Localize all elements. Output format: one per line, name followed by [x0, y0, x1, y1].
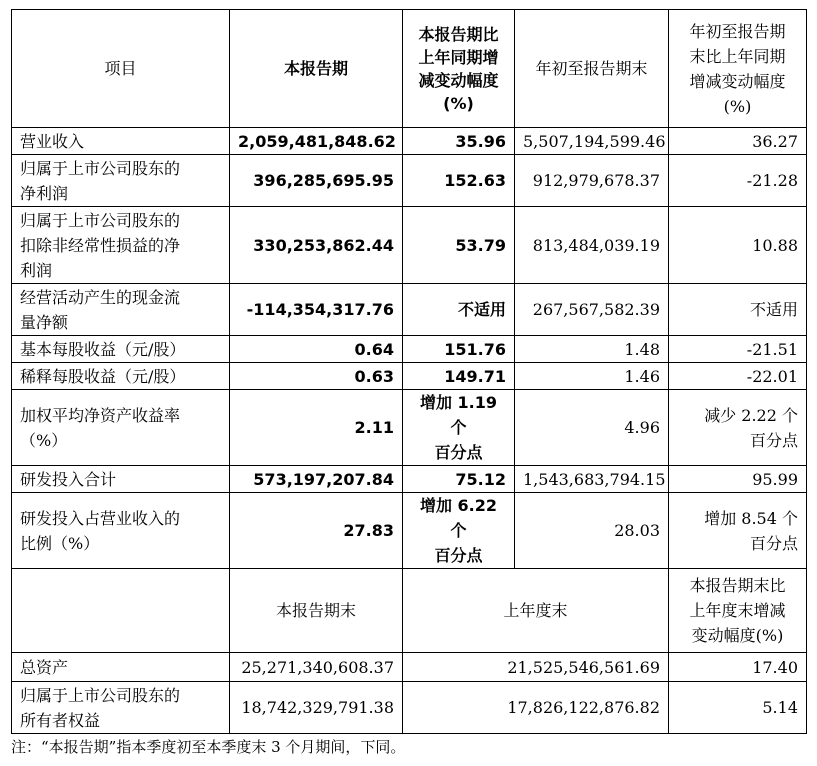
row-label-line: 净利润 [20, 183, 69, 203]
current-change-value [403, 493, 515, 569]
row-label-line: 比例（%） [20, 533, 100, 553]
ytd-change-value-line: 减少 2.22 个 [704, 405, 798, 425]
ytd-value [515, 390, 669, 466]
current-change-value [403, 128, 515, 155]
balance-change-value [669, 682, 807, 734]
row-label [12, 336, 230, 363]
ytd-value [515, 466, 669, 493]
header2-change [669, 569, 807, 653]
current-change-value-line: 不适用 [457, 300, 506, 319]
table-body [12, 10, 807, 734]
row-label [12, 155, 230, 207]
header-ytd-change [669, 10, 807, 128]
table-row [12, 128, 807, 155]
row-label-line: 归属于上市公司股东的 [20, 158, 181, 178]
ytd-change-value-line: 36.27 [752, 131, 798, 151]
current-period-value-line: 27.83 [343, 521, 394, 540]
ytd-change-value-line: 增加 8.54 个 [704, 508, 798, 528]
row-label [12, 682, 230, 734]
row-label-line: 经营活动产生的现金流 [20, 287, 181, 307]
prior-year-end-value-line: 21,525,546,561.69 [507, 657, 660, 677]
current-period-value [230, 207, 403, 284]
row-label [12, 653, 230, 682]
current-change-value [403, 155, 515, 207]
ytd-change-value [669, 128, 807, 155]
ytd-change-value-line: 10.88 [752, 235, 798, 255]
header2-prior-year-end-line: 上年度末 [503, 601, 568, 620]
ytd-change-value-line: -22.01 [746, 366, 798, 386]
ytd-value-line: 28.03 [614, 521, 660, 540]
current-change-value-line: 151.76 [444, 339, 506, 359]
financial-data-table [11, 9, 807, 734]
header-ytd-change-line: (%) [723, 96, 752, 116]
header-current-change-line: 本报告期比 [418, 24, 499, 44]
row-label-line: 量净额 [20, 312, 69, 332]
table-row [12, 653, 807, 682]
current-change-value-line: 增加 6.22 个 [419, 496, 498, 540]
current-change-value-line: 75.12 [455, 469, 506, 489]
current-period-value-line: 2,059,481,848.62 [238, 131, 396, 151]
header2-change-line: 上年度末增减 [689, 601, 786, 620]
period-end-value [230, 653, 403, 682]
current-change-value-line: 35.96 [455, 131, 506, 151]
ytd-value-line: 4.96 [624, 418, 660, 437]
period-end-value-line: 25,271,340,608.37 [241, 657, 394, 677]
footnote: 注：“本报告期”指本季度初至本季度末 3 个月期间，下同。 [11, 738, 406, 756]
row-label [12, 363, 230, 390]
row-label-line: 归属于上市公司股东的 [20, 685, 181, 705]
period-end-value-line: 18,742,329,791.38 [241, 698, 394, 717]
prior-year-end-value-line: 17,826,122,876.82 [507, 698, 660, 717]
current-period-value [230, 155, 403, 207]
current-change-value [403, 336, 515, 363]
header2-prior-year-end [403, 569, 669, 653]
ytd-value [515, 493, 669, 569]
current-period-value [230, 466, 403, 493]
ytd-change-value [669, 363, 807, 390]
header-row-2 [12, 569, 807, 653]
current-change-value [403, 284, 515, 336]
ytd-change-value [669, 155, 807, 207]
row-label-line: 研发投入合计 [20, 469, 117, 489]
ytd-value-line: 912,979,678.37 [532, 171, 660, 190]
ytd-change-value [669, 493, 807, 569]
current-period-value [230, 390, 403, 466]
balance-change-value-line: 5.14 [762, 698, 798, 717]
row-label-line: 营业收入 [20, 131, 85, 151]
ytd-value-line: 5,507,194,599.46 [523, 131, 666, 151]
current-period-value-line: -114,354,317.76 [246, 300, 394, 319]
header2-period-end [230, 569, 403, 653]
header-item: 项目 [12, 10, 230, 128]
current-change-value-line: 百分点 [434, 546, 483, 565]
ytd-value-line: 1.48 [624, 339, 660, 359]
header-ytd-change-line: 年初至报告期 [689, 21, 786, 41]
period-end-value [230, 682, 403, 734]
ytd-value-line: 267,567,582.39 [532, 300, 660, 319]
ytd-value [515, 284, 669, 336]
table-row [12, 390, 807, 466]
current-period-value-line: 396,285,695.95 [253, 171, 394, 190]
ytd-value [515, 207, 669, 284]
ytd-change-value [669, 466, 807, 493]
current-period-value-line: 573,197,207.84 [253, 469, 394, 489]
row-label [12, 493, 230, 569]
ytd-change-value-line: -21.28 [746, 171, 798, 190]
header2-change-line: 变动幅度(%) [691, 626, 784, 645]
row-label-line: 所有者权益 [20, 710, 101, 730]
current-period-value [230, 363, 403, 390]
table-row [12, 207, 807, 284]
row-label-line: 归属于上市公司股东的 [20, 210, 181, 230]
row-label [12, 284, 230, 336]
table-row [12, 336, 807, 363]
header-ytd-change-line: 增减变动幅度 [689, 71, 786, 91]
current-change-value-line: 53.79 [455, 235, 506, 255]
table-row [12, 466, 807, 493]
current-change-value [403, 363, 515, 390]
current-change-value-line: 增加 1.19 个 [419, 393, 498, 437]
balance-change-value-line: 17.40 [752, 657, 798, 677]
current-period-value [230, 493, 403, 569]
row-label [12, 466, 230, 493]
current-period-value [230, 336, 403, 363]
current-period-value [230, 284, 403, 336]
row-label [12, 128, 230, 155]
header2-period-end-line: 本报告期末 [275, 601, 356, 620]
row-label-line: 总资产 [20, 657, 69, 677]
header-current-change [403, 10, 515, 128]
ytd-value [515, 336, 669, 363]
current-period-value [230, 128, 403, 155]
current-change-value [403, 466, 515, 493]
header2-empty [12, 569, 230, 653]
ytd-change-value-line: -21.51 [746, 339, 798, 359]
header-current-change-line: 上年同期增 [418, 47, 499, 67]
header-current-change-line: 减变动幅度 [418, 70, 499, 90]
row-label-line: 研发投入占营业收入的 [20, 508, 181, 528]
ytd-value [515, 155, 669, 207]
row-label-line: 利润 [20, 260, 53, 280]
ytd-value-line: 813,484,039.19 [532, 235, 660, 255]
current-period-value-line: 2.11 [354, 418, 394, 437]
balance-change-value [669, 653, 807, 682]
header-current-change-line: (%) [443, 93, 474, 113]
header2-change-line: 本报告期末比 [689, 576, 786, 595]
ytd-value-line: 1,543,683,794.15 [523, 469, 666, 489]
current-change-value [403, 207, 515, 284]
ytd-change-value [669, 284, 807, 336]
table-row [12, 284, 807, 336]
row-label-line: 加权平均净资产收益率 [20, 405, 181, 425]
current-period-value-line: 0.63 [354, 366, 394, 386]
table-row [12, 155, 807, 207]
ytd-change-value [669, 207, 807, 284]
ytd-change-value-line: 95.99 [752, 469, 798, 489]
row-label-line: 扣除非经常性损益的净 [20, 235, 181, 255]
current-period-value-line: 0.64 [354, 339, 394, 359]
ytd-change-value-line: 不适用 [749, 300, 798, 319]
current-change-value-line: 百分点 [434, 443, 483, 462]
current-period-value-line: 330,253,862.44 [253, 235, 394, 255]
table-row [12, 363, 807, 390]
ytd-change-value-line: 百分点 [749, 533, 798, 553]
header-ytd-change-line: 末比上年同期 [689, 46, 786, 66]
row-label [12, 207, 230, 284]
prior-year-end-value [403, 653, 669, 682]
header-ytd: 年初至报告期末 [515, 10, 669, 128]
current-change-value [403, 390, 515, 466]
prior-year-end-value [403, 682, 669, 734]
table-row [12, 493, 807, 569]
ytd-change-value [669, 336, 807, 363]
ytd-value [515, 128, 669, 155]
ytd-value [515, 363, 669, 390]
ytd-change-value [669, 390, 807, 466]
row-label [12, 390, 230, 466]
header-row [12, 10, 807, 128]
row-label-line: 基本每股收益（元/股） [20, 339, 186, 359]
header-current-period: 本报告期 [230, 10, 403, 128]
row-label-line: （%） [20, 430, 68, 450]
current-change-value-line: 149.71 [444, 366, 506, 386]
ytd-change-value-line: 百分点 [749, 430, 798, 450]
ytd-value-line: 1.46 [624, 366, 660, 386]
current-change-value-line: 152.63 [444, 171, 506, 190]
row-label-line: 稀释每股收益（元/股） [20, 366, 186, 386]
table-row [12, 682, 807, 734]
